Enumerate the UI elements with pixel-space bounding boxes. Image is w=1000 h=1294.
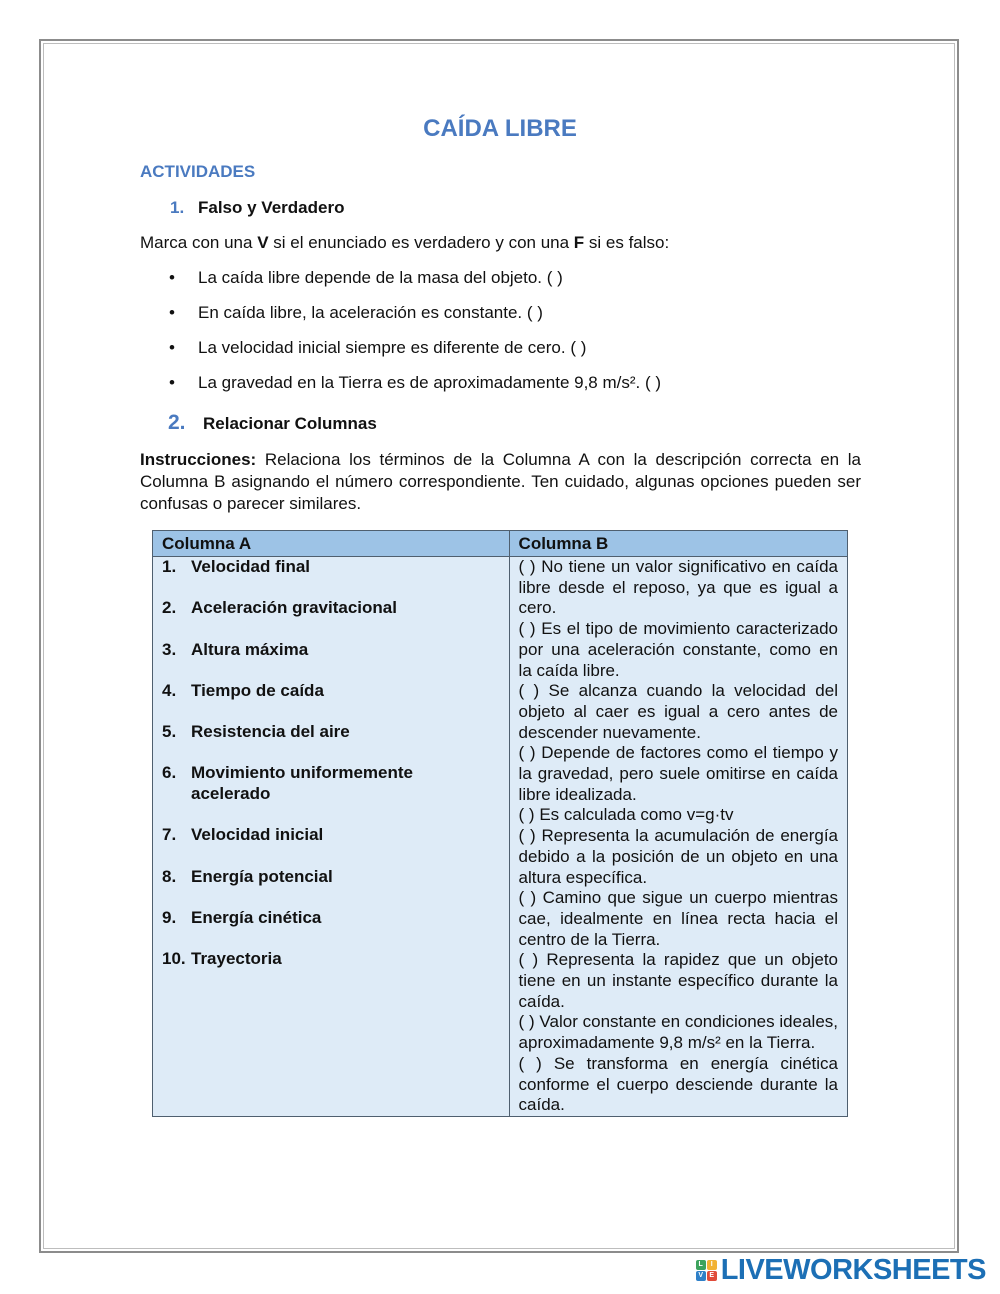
section-heading: ACTIVIDADES — [140, 162, 256, 181]
column-a-item — [162, 908, 500, 929]
column-b-item[interactable]: ( ) Se transforma en energía cinética conforme el cuerpo desciende durante la caída. — [518, 1053, 838, 1115]
column-a-item — [162, 867, 500, 888]
statement-item[interactable]: • En caída libre, la aceleración es constante. ( ) — [140, 300, 661, 335]
column-b-item[interactable]: ( ) Es calculada como v=g·tv — [518, 805, 734, 825]
item-label: Velocidad final — [191, 557, 311, 576]
column-b-item[interactable]: ( ) Se alcanza cuando la velocidad del objeto al caer es igual a cero antes de descender nuevamente. — [518, 681, 838, 742]
statement-item[interactable]: • La velocidad inicial siempre es diferente de cero. ( ) — [140, 335, 661, 370]
intro-v: V — [257, 233, 269, 252]
part2-number: 2. — [168, 411, 186, 434]
column-a-list — [162, 557, 500, 970]
part1-label: Falso y Verdadero — [198, 198, 345, 217]
true-false-instructions — [140, 233, 669, 253]
statement-list — [140, 265, 661, 405]
intro-text: Marca con una — [140, 233, 258, 252]
statement-item[interactable]: • La gravedad en la Tierra es de aproximadamente 9,8 m/s². ( ) — [140, 370, 661, 405]
column-b-item[interactable]: ( ) Representa la acumulación de energía debido a la posición de un objeto en una altura específica. — [518, 826, 838, 887]
part2-heading — [168, 411, 377, 435]
item-number: 1. — [162, 557, 177, 576]
column-b-item[interactable]: ( ) Valor constante en condiciones ideales, aproximadamente 9,8 m/s² en la Tierra. — [518, 1012, 838, 1053]
item-label: Energía potencial — [191, 866, 333, 886]
matching-instructions — [140, 449, 861, 515]
intro-f: F — [573, 233, 585, 252]
part1-heading — [170, 198, 344, 218]
part2-label: Relacionar Columnas — [203, 414, 377, 433]
column-a-cell — [153, 557, 510, 1117]
column-b-item[interactable]: ( ) Representa la rapidez que un objeto tiene en un instante específico durante la caída. — [518, 950, 838, 1011]
item-number: 6. — [162, 763, 177, 783]
item-label: Aceleración gravitacional — [191, 598, 397, 618]
item-number: 8. — [162, 866, 177, 886]
page-title: CAÍDA LIBRE — [423, 115, 577, 142]
matching-table — [152, 530, 848, 1117]
item-number: 2. — [162, 598, 177, 618]
item-number: 10. — [162, 949, 186, 969]
item-label: Velocidad inicial — [191, 825, 324, 845]
column-a-item — [162, 557, 500, 578]
column-a-item — [162, 949, 500, 970]
column-a-item — [162, 722, 500, 743]
item-number: 3. — [162, 639, 177, 659]
instructions-label: Instrucciones: — [140, 450, 257, 469]
column-b-item[interactable]: ( ) No tiene un valor significativo en caída libre desde el reposo, ya que es igual a cero. — [518, 557, 838, 618]
intro-text: si es falso: — [584, 233, 670, 252]
column-a-item — [162, 640, 500, 661]
item-label: Movimiento uniformemente acelerado — [191, 763, 413, 804]
item-label: Altura máxima — [191, 639, 309, 659]
header-column-b: Columna B — [509, 531, 847, 557]
column-b-item[interactable]: ( ) Es el tipo de movimiento caracterizado por una aceleración constante, como en la caída libre. — [518, 619, 838, 680]
column-b-item[interactable]: ( ) Camino que sigue un cuerpo mientras cae, idealmente en línea recta hacia el centro de la Tierra. — [518, 888, 838, 949]
item-number: 4. — [162, 680, 177, 700]
column-b-cell — [509, 557, 847, 1117]
column-a-item — [162, 825, 500, 846]
column-a-item — [162, 763, 500, 804]
item-label: Resistencia del aire — [191, 722, 350, 742]
logo-block: I — [707, 1260, 717, 1270]
item-label: Trayectoria — [191, 949, 282, 969]
statement-item[interactable]: • La caída libre depende de la masa del objeto. ( ) — [140, 265, 661, 300]
instructions-text: Relaciona los términos de la Columna A con la descripción correcta en la Columna B asignando el número correspondiente. Ten cuidado, algunas opciones pueden ser confusas o parecer similares. — [140, 450, 861, 513]
column-b-item[interactable]: ( ) Depende de factores como el tiempo y la gravedad, pero suele omitirse en caída libre idealizada. — [518, 743, 838, 804]
logo-text: LIVEWORKSHEETS — [720, 1253, 986, 1286]
intro-text: si el enunciado es verdadero y con una — [268, 233, 574, 252]
item-label: Energía cinética — [191, 908, 322, 928]
part1-number: 1. — [170, 198, 185, 217]
column-a-item — [162, 598, 500, 619]
item-number: 9. — [162, 908, 177, 928]
liveworksheets-logo[interactable] — [696, 1255, 986, 1285]
item-number: 7. — [162, 825, 177, 845]
logo-block: V — [696, 1271, 706, 1281]
header-column-a: Columna A — [153, 531, 510, 557]
item-label: Tiempo de caída — [191, 680, 324, 700]
item-number: 5. — [162, 722, 177, 742]
column-a-item — [162, 681, 500, 702]
logo-blocks-icon — [696, 1260, 717, 1281]
logo-block: E — [707, 1271, 717, 1281]
logo-block: L — [696, 1260, 706, 1270]
